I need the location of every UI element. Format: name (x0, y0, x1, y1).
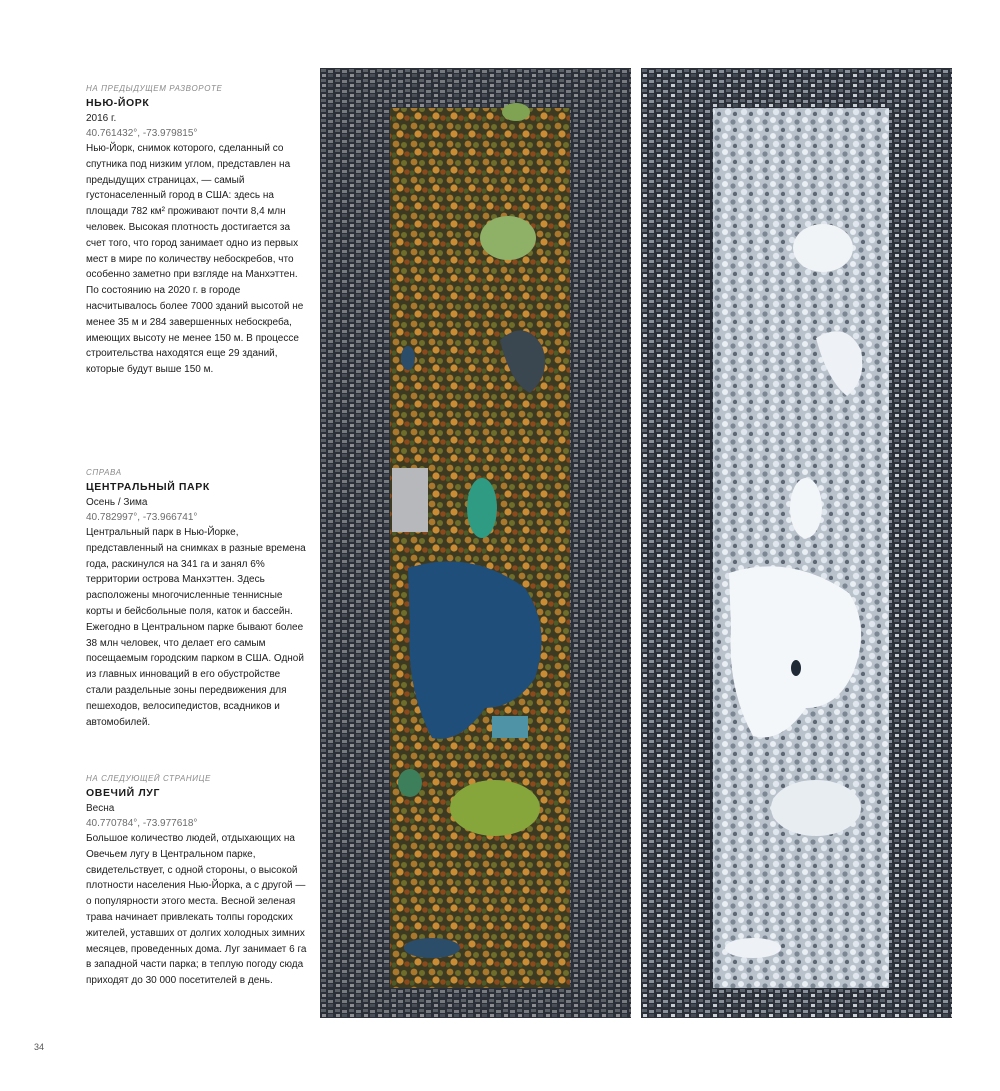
page-number: 34 (34, 1042, 45, 1052)
section-body: Центральный парк в Нью-Йорке, представленный на снимках в разные времена года, раскинулся на 341 га и занял 6% территории острова Манхэттен. Здесь расположены многочисленные теннисные корты и бейсбольные поля, каток и бассейн. Ежегодно в Центральном парке бывают более 38 млн человек, что делает его самым посещаемым городским парком в США. Одной из главных инноваций в его обустройстве стали раздельные зоны передвижения для пешеходов, велосипедистов, всадников и автомобилей. (86, 527, 306, 728)
section-coordinates: 40.770784°, -73.977618° (86, 818, 198, 829)
section-coordinates: 40.761432°, -73.979815° (86, 128, 198, 139)
section-kicker: СПРАВА (86, 468, 122, 477)
section-kicker: НА ПРЕДЫДУЩЕМ РАЗВОРОТЕ (86, 84, 223, 93)
section-sheep-meadow (86, 772, 308, 989)
central-park-autumn-photo (320, 68, 631, 1018)
section-coordinates: 40.782997°, -73.966741° (86, 512, 198, 523)
section-central-park (86, 466, 308, 730)
section-title: ЦЕНТРАЛЬНЫЙ ПАРК (86, 481, 210, 493)
central-park-winter-photo (641, 68, 952, 1018)
section-body: Большое количество людей, отдыхающих на Овечьем лугу в Центральном парке, свидетельствует, с одной стороны, о высокой плотности населения Нью-Йорка, а с другой — о популярности этого места. Весной зеленая трава начинает привлекать толпы городских жителей, уставших от долгих холодных зимних месяцев, проведенных дома. Луг занимает 6 га в западной части парка; в теплую погоду сюда приходят до 30 000 посетителей в день. (86, 833, 307, 987)
section-season: Осень / Зима (86, 497, 148, 508)
section-kicker: НА СЛЕДУЮЩЕЙ СТРАНИЦЕ (86, 774, 211, 783)
section-body: Нью-Йорк, снимок которого, сделанный со спутника под низким углом, представлен на предыдущих страницах, — самый густонаселенный город в США: здесь на площади 782 км² проживают почти 8,4 млн человек. Высокая плотность достигается за счет того, что город занимает одно из первых мест в мире по количеству небоскребов, что особенно заметно при взгляде на Манхэттен. По состоянию на 2020 г. в городе насчитывалось более 7000 зданий высотой не менее 35 м и 284 завершенных небоскреба, имеющих высоту не менее 150 м. В процессе строительства находятся еще 29 зданий, которые будут выше 150 м. (86, 143, 304, 376)
section-new-york (86, 82, 308, 378)
section-title: НЬЮ-ЙОРК (86, 97, 150, 109)
section-title: ОВЕЧИЙ ЛУГ (86, 787, 160, 799)
autumn-satellite-image (320, 68, 631, 1018)
winter-satellite-image (641, 68, 952, 1018)
section-date: 2016 г. (86, 113, 117, 124)
section-season: Весна (86, 803, 115, 814)
